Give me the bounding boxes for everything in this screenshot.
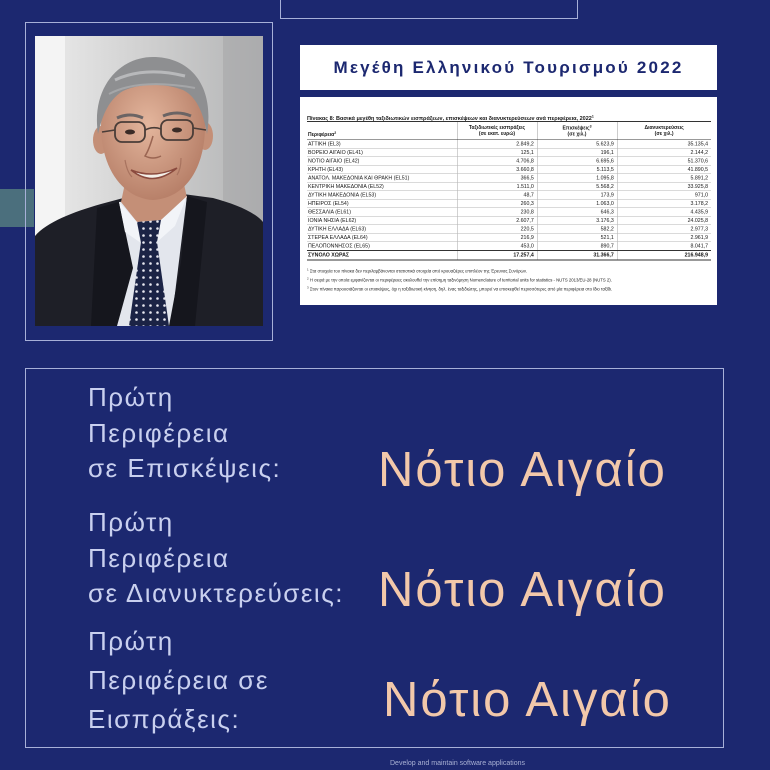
highlight-label-line: Πρώτη <box>88 507 174 537</box>
table-cell-overnights: 216.948,9 <box>617 251 711 261</box>
table-cell-visits: 582,2 <box>537 225 617 234</box>
table-header-unit: (σε χιλ.) <box>654 130 674 137</box>
table-total-row <box>307 251 711 261</box>
footnote-text: Στον πίνακα παρουσιάζονται οι επισκέψεις, όχι η ταξιδιωτική κίνηση, δηλ. ένας ταξιδιώτης, μπορεί να επισκεφθεί περισσότερες από μία περιφέρεια στο ίδιο ταξίδι. <box>309 286 613 292</box>
highlight-label-line: σε Επισκέψεις: <box>88 453 282 483</box>
table-row <box>307 182 711 191</box>
table-cell-overnights: 5.891,2 <box>617 174 711 183</box>
highlight-label <box>88 380 281 487</box>
table-cell-region: ΔΥΤΙΚΗ ΜΑΚΕΔΟΝΙΑ (EL53) <box>307 191 457 200</box>
footnote-mark: 1 <box>307 268 309 272</box>
stats-table <box>307 121 711 261</box>
table-cell-region: ΣΤΕΡΕΑ ΕΛΛΑΔΑ (EL64) <box>307 233 457 242</box>
table-cell-receipts: 17.257,4 <box>457 251 537 261</box>
footnote-mark: 2 <box>307 277 309 281</box>
table-cell-receipts: 453,0 <box>457 242 537 251</box>
infographic-title: Μεγέθη Ελληνικού Τουρισμού 2022 <box>333 57 684 77</box>
highlight-label-line: Πρώτη <box>88 626 174 656</box>
table-footnote <box>307 275 612 284</box>
footnote-text: Η σειρά με την οποία εμφανίζονται οι περιφέρειες ακολουθεί την επίσημη ταξινόμηση Nomenclature of territorial units for statistics - NUTS 2013/EU-28 (NUTS 2). <box>309 277 612 283</box>
table-cell-region: ΚΕΝΤΡΙΚΗ ΜΑΚΕΔΟΝΙΑ (EL52) <box>307 182 457 191</box>
highlight-label-line: Περιφέρεια <box>88 417 230 448</box>
table-footnote <box>307 284 612 293</box>
highlight-label-line: Πρώτη <box>88 382 174 412</box>
footer-text: Develop and maintain software applications <box>390 760 526 767</box>
table-cell-region: ΣΥΝΟΛΟ ΧΩΡΑΣ <box>307 251 457 261</box>
footnote-mark: 3 <box>307 286 309 290</box>
table-header-label: Ταξιδιωτικές εισπράξεις <box>468 124 526 131</box>
highlights-panel <box>25 368 724 748</box>
table-cell-visits: 521,1 <box>537 233 617 242</box>
table-cell-receipts: 220,5 <box>457 225 537 234</box>
table-cell-visits: 5.113,5 <box>537 165 617 174</box>
table-footnotes <box>307 266 612 293</box>
table-row <box>307 199 711 208</box>
table-cell-overnights: 2.144,2 <box>617 148 711 157</box>
table-row <box>307 165 711 174</box>
table-footnote <box>307 266 612 275</box>
highlight-label-line: σε Διανυκτερεύσεις: <box>88 578 344 608</box>
table-row <box>307 208 711 217</box>
table-cell-receipts: 1.511,0 <box>457 182 537 191</box>
table-row <box>307 174 711 183</box>
table-header-row <box>307 122 711 140</box>
stats-table-body <box>307 140 711 251</box>
footnote-text: Στα στοιχεία του πίνακα δεν περιλαμβάνονται στατιστικά στοιχεία από κρουαζιέρες επιπλέον της Έρευνας Συνόρων. <box>309 268 528 274</box>
table-cell-overnights: 41.890,5 <box>617 165 711 174</box>
table-header-label: Διανυκτερεύσεις <box>644 124 684 131</box>
table-cell-region: ΠΕΛΟΠΟΝΝΗΣΟΣ (EL65) <box>307 242 457 251</box>
table-header-visits <box>537 122 617 140</box>
table-row <box>307 233 711 242</box>
table-cell-receipts: 3.660,8 <box>457 165 537 174</box>
table-cell-receipts: 260,3 <box>457 199 537 208</box>
table-cell-receipts: 230,8 <box>457 208 537 217</box>
table-cell-visits: 3.176,3 <box>537 216 617 225</box>
table-cell-overnights: 24.025,8 <box>617 216 711 225</box>
table-cell-receipts: 366,5 <box>457 174 537 183</box>
table-cell-region: ΚΡΗΤΗ (EL43) <box>307 165 457 174</box>
table-cell-receipts: 216,9 <box>457 233 537 242</box>
table-cell-overnights: 51.370,6 <box>617 157 711 166</box>
table-cell-overnights: 2.961,9 <box>617 233 711 242</box>
table-row <box>307 216 711 225</box>
table-header-label: Επισκέψεις <box>562 125 590 132</box>
table-cell-region: ΑΝΑΤΟΛ. ΜΑΚΕΔΟΝΙΑ ΚΑΙ ΘΡΑΚΗ (EL51) <box>307 174 457 183</box>
table-cell-overnights: 8.041,7 <box>617 242 711 251</box>
table-row <box>307 242 711 251</box>
highlight-value: Νότιο Αιγαίο <box>378 443 667 497</box>
highlight-label-line: Περιφέρεια σε <box>88 665 269 695</box>
footnote-mark: 3 <box>589 124 592 129</box>
table-header-overnights <box>617 122 711 140</box>
table-cell-overnights: 971,0 <box>617 191 711 200</box>
table-cell-visits: 31.366,7 <box>537 251 617 261</box>
table-cell-region: ΗΠΕΙΡΟΣ (EL54) <box>307 199 457 208</box>
table-cell-visits: 5.623,9 <box>537 140 617 149</box>
table-cell-visits: 646,3 <box>537 208 617 217</box>
table-cell-overnights: 33.925,8 <box>617 182 711 191</box>
table-cell-visits: 196,1 <box>537 148 617 157</box>
table-header-receipts <box>457 122 537 140</box>
stats-table-content <box>300 97 717 305</box>
table-cell-receipts: 2.849,2 <box>457 140 537 149</box>
highlight-label-line: Εισπράξεις: <box>88 704 241 734</box>
footnote-mark: 2 <box>334 131 337 135</box>
highlight-value: Νότιο Αιγαίο <box>383 673 672 727</box>
table-header-label: Περιφέρεια <box>308 132 335 138</box>
table-row <box>307 148 711 157</box>
table-row <box>307 225 711 234</box>
highlight-label-line: Περιφέρεια <box>88 542 230 573</box>
table-cell-overnights: 4.435,9 <box>617 208 711 217</box>
table-cell-region: ΙΟΝΙΑ ΝΗΣΙΑ (EL62) <box>307 216 457 225</box>
table-cell-region: ΝΟΤΙΟ ΑΙΓΑΙΟ (EL42) <box>307 157 457 166</box>
title-banner <box>300 45 717 90</box>
highlight-label <box>88 622 269 739</box>
table-cell-receipts: 4.706,8 <box>457 157 537 166</box>
table-cell-visits: 6.695,6 <box>537 157 617 166</box>
table-cell-region: ΔΥΤΙΚΗ ΕΛΛΑΔΑ (EL63) <box>307 225 457 234</box>
table-cell-overnights: 3.178,2 <box>617 199 711 208</box>
table-cell-overnights: 35.135,4 <box>617 140 711 149</box>
highlight-value: Νότιο Αιγαίο <box>378 563 667 617</box>
table-cell-visits: 890,7 <box>537 242 617 251</box>
table-cell-receipts: 2.607,7 <box>457 216 537 225</box>
table-header-unit: (σε εκατ. ευρώ) <box>478 130 516 137</box>
table-header-unit: (σε χιλ.) <box>567 131 587 138</box>
table-cell-overnights: 2.977,3 <box>617 225 711 234</box>
table-cell-region: ΘΕΣΣΑΛΙΑ (EL61) <box>307 208 457 217</box>
top-frame-decoration <box>280 0 578 19</box>
table-row <box>307 191 711 200</box>
table-row <box>307 140 711 149</box>
table-cell-receipts: 48,7 <box>457 191 537 200</box>
table-cell-visits: 1.063,0 <box>537 199 617 208</box>
table-cell-receipts: 125,1 <box>457 148 537 157</box>
table-cell-region: ΒΟΡΕΙΟ ΑΙΓΑΙΟ (EL41) <box>307 148 457 157</box>
portrait-photo <box>35 36 263 326</box>
table-row <box>307 157 711 166</box>
table-caption-text: Πίνακας 8: Βασικά μεγέθη ταξιδιωτικών εισπράξεων, επισκέψεων και διανυκτερεύσεων ανά περιφέρεια, 2022 <box>307 115 592 122</box>
table-header-region <box>307 122 457 140</box>
table-cell-visits: 5.568,2 <box>537 182 617 191</box>
table-cell-region: ΑΤΤΙΚΗ (EL3) <box>307 140 457 149</box>
table-cell-visits: 173,9 <box>537 191 617 200</box>
stats-table-image <box>300 97 717 305</box>
highlight-label <box>88 505 344 612</box>
table-cell-visits: 1.095,8 <box>537 174 617 183</box>
footnote-mark: 1 <box>591 115 594 119</box>
